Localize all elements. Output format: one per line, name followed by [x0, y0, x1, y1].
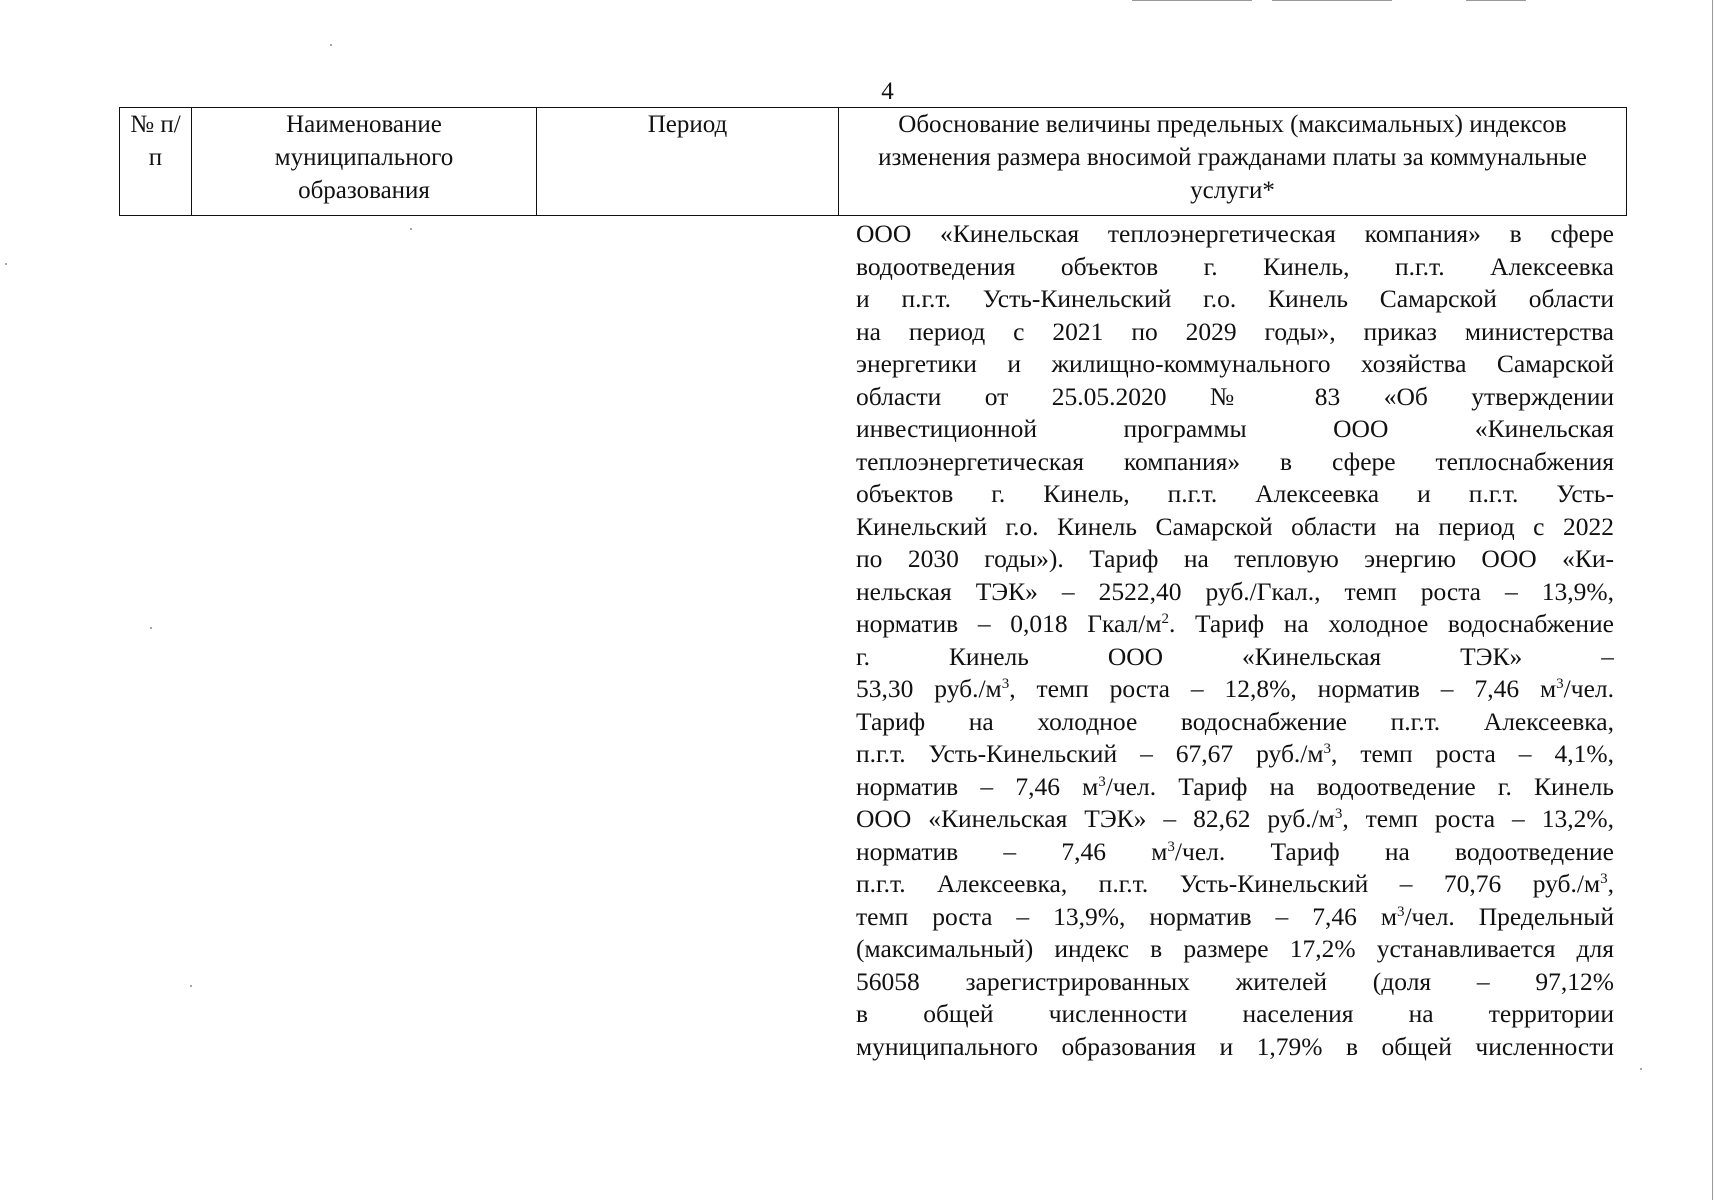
text-segment: норматив – 0,018 Гкал/м — [856, 609, 1162, 638]
superscript: 3 — [1001, 676, 1010, 692]
superscript: 2 — [1161, 611, 1169, 627]
text-segment: норматив – 7,46 м — [856, 836, 1168, 866]
text-segment: норматив – 7,46 м — [856, 771, 1099, 801]
text-line: 56058 зарегистрированных жителей (доля – 97,12% — [856, 966, 1614, 996]
text-segment: /чел. Тариф на водоотведение — [1174, 836, 1614, 866]
text-line — [856, 673, 1614, 706]
header-period-label: Период — [647, 111, 728, 138]
text-line — [856, 836, 1614, 869]
scan-artifact-dot — [410, 228, 412, 230]
text-line — [856, 803, 1614, 836]
header-table — [119, 107, 1627, 216]
superscript: 3 — [1396, 903, 1405, 920]
text-line: Кинельский г.о. Кинель Самарской области на период с 2022 — [856, 511, 1614, 541]
text-segment: . Тариф на холодное водоснабжение — [1168, 609, 1614, 638]
text-line: г. Кинель ООО «Кинельская ТЭК» – — [856, 641, 1614, 671]
text-line: области от 25.05.2020 № 83 «Об утверждении — [856, 381, 1614, 411]
text-line — [856, 901, 1614, 934]
scan-artifact-line — [1712, 0, 1713, 1200]
text-segment: п.г.т. Алексеевка, п.г.т. Усть-Кинельский – 70,76 руб./м — [856, 869, 1601, 898]
header-cell-number — [120, 108, 192, 216]
text-line: нельская ТЭК» – 2522,40 руб./Гкал., темп роста – 13,9%, — [856, 576, 1614, 606]
page-number: 4 — [881, 78, 894, 105]
scan-artifact-dot — [190, 985, 192, 987]
text-segment: , темп роста – 4,1%, — [1331, 739, 1614, 768]
text-segment: , темп роста – 13,2%, — [1342, 804, 1614, 833]
text-line: муниципального образования и 1,79% в общей численности — [856, 1031, 1614, 1061]
text-line — [856, 608, 1614, 641]
superscript: 3 — [1167, 838, 1175, 855]
scan-artifact-line — [1272, 0, 1392, 1]
header-cell-period — [537, 108, 839, 216]
header-number-label: № п/п — [130, 111, 181, 171]
superscript: 3 — [1098, 773, 1106, 790]
scan-artifact-dot — [150, 627, 152, 629]
justification-text — [856, 218, 1614, 1063]
text-line: ООО «Кинельская теплоэнергетическая компания» в сфере — [856, 219, 1614, 248]
header-row — [120, 108, 1627, 216]
text-line: водоотведения объектов г. Кинель, п.г.т. Алексеевка — [856, 251, 1614, 281]
text-segment: п.г.т. Усть-Кинельский – 67,67 руб./м — [856, 739, 1324, 768]
superscript: 3 — [1334, 806, 1343, 822]
text-line: объектов г. Кинель, п.г.т. Алексеевка и п.г.т. Усть- — [856, 479, 1614, 508]
text-segment: темп роста – 13,9%, норматив – 7,46 м — [856, 901, 1397, 931]
text-line: по 2030 годы»). Тариф на тепловую энергию ООО «Ки- — [856, 544, 1614, 573]
text-line: (максимальный) индекс в размере 17,2% устанавливается для — [856, 934, 1614, 963]
text-segment: , темп роста – 12,8%, норматив – 7,46 м — [1009, 674, 1557, 703]
scan-artifact-dot — [330, 44, 332, 46]
scan-artifact-line — [1132, 0, 1252, 1]
scan-artifact-dot — [1640, 1068, 1642, 1070]
text-segment: 53,30 руб./м — [856, 674, 1002, 703]
text-line: теплоэнергетическая компания» в сфере теплоснабжения — [856, 446, 1614, 476]
text-line: инвестиционной программы ООО «Кинельская — [856, 414, 1614, 443]
text-line: и п.г.т. Усть-Кинельский г.о. Кинель Самарской области — [856, 284, 1614, 313]
text-line — [856, 868, 1614, 901]
superscript: 3 — [1600, 871, 1608, 887]
header-cell-municipality — [192, 108, 537, 216]
text-line — [856, 771, 1614, 804]
text-segment: /чел. Предельный — [1404, 901, 1614, 931]
text-segment: , — [1607, 869, 1614, 898]
text-segment: ООО «Кинельская ТЭК» – 82,62 руб./м — [856, 804, 1335, 833]
text-line: Тариф на холодное водоснабжение п.г.т. Алексеевка, — [856, 706, 1614, 736]
scan-artifact-line — [1466, 0, 1526, 1]
text-line: энергетики и жилищно-коммунального хозяйства Самарской — [856, 349, 1614, 378]
text-segment: /чел. — [1563, 674, 1614, 703]
header-justification-label: Обоснование величины предельных (максимальных) индексов изменения размера вносимой гражданами платы за коммунальные услуги* — [878, 111, 1587, 204]
text-line: в общей численности населения на территории — [856, 999, 1614, 1028]
header-cell-justification — [839, 108, 1627, 216]
text-segment: /чел. Тариф на водоотведение г. Кинель — [1105, 771, 1614, 801]
header-municipality-label: Наименование муниципального образования — [274, 111, 454, 204]
superscript: 3 — [1556, 676, 1564, 692]
text-line — [856, 738, 1614, 771]
scan-artifact-dot — [5, 263, 7, 265]
text-line: на период с 2021 по 2029 годы», приказ министерства — [856, 316, 1614, 346]
superscript: 3 — [1323, 741, 1332, 757]
